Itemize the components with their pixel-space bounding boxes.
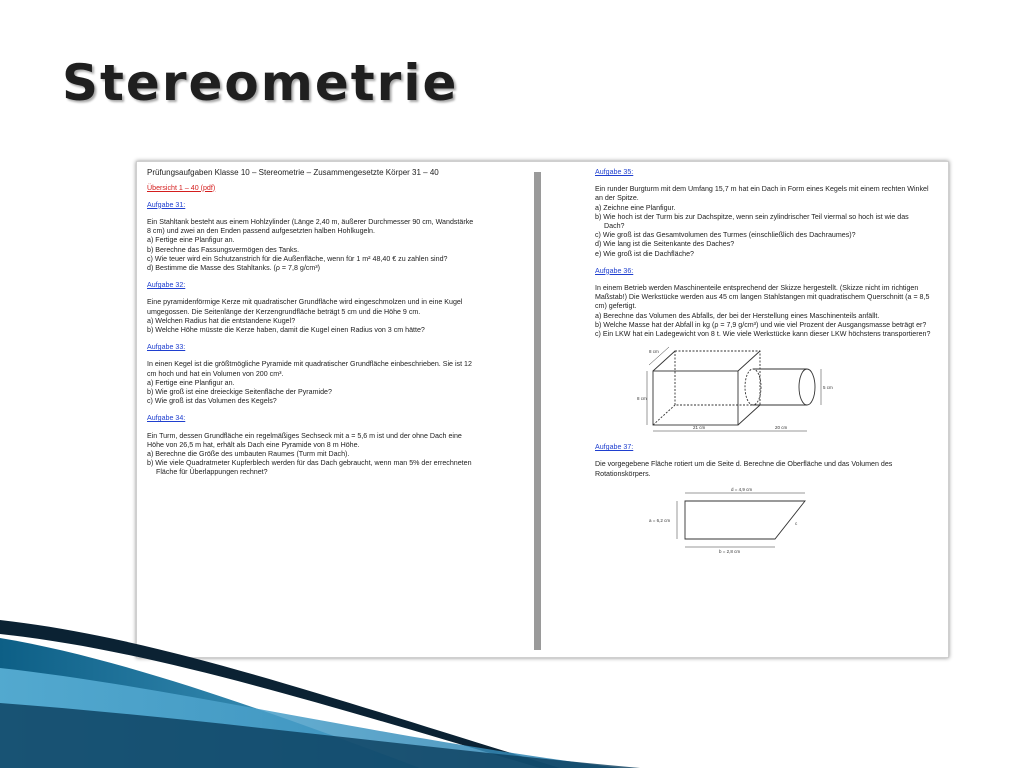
worksheet-document [136,161,949,658]
aufgabe-36-text: In einem Betrieb werden Maschinenteile entsprechend der Skizze hergestellt. (Skizze nicht im richtigen Maßstab!) Die Werkstücke werden aus 45 cm langen Stahlstangen mit quadratischem Querschnitt (a = 8,5 cm) gefertigt. [595,284,930,311]
aufgabe-33-heading[interactable]: Aufgabe 33: [147,343,186,352]
aufgabe-32-heading[interactable]: Aufgabe 32: [147,281,186,290]
aufgabe-32-item: b) Welche Höhe müsste die Kerze haben, damit die Kugel einen Radius von 3 cm hätte? [147,325,425,334]
aufgabe-35-text: Ein runder Burgturm mit dem Umfang 15,7 m hat ein Dach in Form eines Kegels mit einem rechten Winkel an der Spitze. [595,185,929,203]
aufgabe-37-text: Die vorgegebene Fläche rotiert um die Seite d. Berechne die Oberfläche und das Volumen des Rotationskörpers. [595,460,893,478]
document-right-column [595,168,931,555]
aufgabe-32-item: a) Welchen Radius hat die entstandene Kugel? [147,316,296,325]
slide-title: Stereometrie [62,54,459,112]
aufgabe-31-item: c) Wie teuer wird ein Schutzanstrich für die Außenfläche, wenn für 1 m² 48,40 € zu zahlen sind? [147,254,448,263]
aufgabe-34-item: b) Wie viele Quadratmeter Kupferblech werden für das Dach gebraucht, wenn man 5% der errechneten Fläche für Überlappungen rechnet? [147,459,472,477]
figure-label-c: c [795,520,798,526]
aufgabe-35-item: d) Wie lang ist die Seitenkante des Daches? [595,240,735,249]
aufgabe-35-heading[interactable]: Aufgabe 35: [595,168,634,176]
trapezoid-figure [645,485,825,555]
aufgabe-34-text: Ein Turm, dessen Grundfläche ein regelmäßiges Sechseck mit a = 5,6 m ist und der ohne Dach eine Höhe von 26,5 m hat, erhält als Dach eine Pyramide von 8 m Höhe. [147,431,462,449]
bottom-wave-decoration [0,608,1024,768]
aufgabe-33-item: c) Wie groß ist das Volumen des Kegels? [147,397,277,406]
aufgabe-36-heading[interactable]: Aufgabe 36: [595,266,634,275]
aufgabe-36-item: b) Welche Masse hat der Abfall in kg (ρ = 7,9 g/cm³) und wie viel Prozent der Ausgangsmasse beträgt er? [595,320,927,329]
aufgabe-35-item: c) Wie groß ist das Gesamtvolumen des Turmes (einschließlich des Dachraumes)? [595,231,856,240]
aufgabe-31-item: a) Fertige eine Planfigur an. [147,236,235,245]
figure-label-d: d = 4,9 cm [731,486,753,492]
document-title: Prüfungsaufgaben Klasse 10 – Stereometrie – Zusammengesetzte Körper 31 – 40 [147,168,439,177]
aufgabe-32-text: Eine pyramidenförmige Kerze mit quadratischer Grundfläche wird eingeschmolzen und in eine Kugel umgegossen. Die Seitenlänge der Kerzengrundfläche beträgt 5 cm und die Höhe 9 cm. [147,298,463,316]
aufgabe-36-item: a) Berechne das Volumen des Abfalls, der bei der Herstellung eines Maschinenteils anfällt. [595,311,880,320]
figure-label-height: 8 cm [637,396,647,402]
aufgabe-33-item: b) Wie groß ist eine dreieckige Seitenfläche der Pyramide? [147,387,332,396]
figure-label-len1: 21 cm [693,425,706,431]
machine-part-figure [635,345,845,435]
aufgabe-35-item: a) Zeichne eine Planfigur. [595,203,676,212]
aufgabe-31-heading[interactable]: Aufgabe 31: [147,200,186,209]
aufgabe-31-text: Ein Stahltank besteht aus einem Hohlzylinder (Länge 2,40 m, äußerer Durchmesser 90 cm, Wandstärke 8 cm) und zwei an den Enden passend aufgesetzten halben Hohlkugeln. [147,217,474,236]
figure-label-diameter: 5 cm [823,385,833,391]
figure-label-depth: 8 cm [649,349,659,355]
aufgabe-35-item: b) Wie hoch ist der Turm bis zur Dachspitze, wenn sein zylindrischer Teil viermal so hoch ist wie das Dach? [595,212,909,231]
document-left-column [147,168,479,478]
aufgabe-31-item: d) Bestimme die Masse des Stahltanks. (ρ = 7,8 g/cm³) [147,263,320,272]
figure-label-b: b = 2,8 cm [719,548,741,554]
figure-label-a: a = 6,2 cm [649,517,671,523]
aufgabe-33-item: a) Fertige eine Planfigur an. [147,378,235,387]
column-divider [534,172,541,650]
aufgabe-36-item: c) Ein LKW hat ein Ladegewicht von 8 t. Wie viele Werkstücke kann dieser LKW höchstens transportieren? [595,330,931,339]
aufgabe-34-heading[interactable]: Aufgabe 34: [147,414,186,423]
aufgabe-37-heading[interactable]: Aufgabe 37: [595,443,634,452]
aufgabe-35-item: e) Wie groß ist die Dachfläche? [595,249,694,258]
aufgabe-34-item: a) Berechne die Größe des umbauten Raumes (Turm mit Dach). [147,449,350,458]
overview-link[interactable]: Übersicht 1 – 40 (pdf) [147,183,216,192]
aufgabe-33-text: In einen Kegel ist die größtmögliche Pyramide mit quadratischer Grundfläche einbeschrieben. Sie ist 12 cm hoch und hat ein Volumen von 200 cm³. [147,360,472,378]
aufgabe-31-item: b) Berechne das Fassungsvermögen des Tanks. [147,245,300,254]
figure-label-len2: 20 cm [775,425,788,431]
